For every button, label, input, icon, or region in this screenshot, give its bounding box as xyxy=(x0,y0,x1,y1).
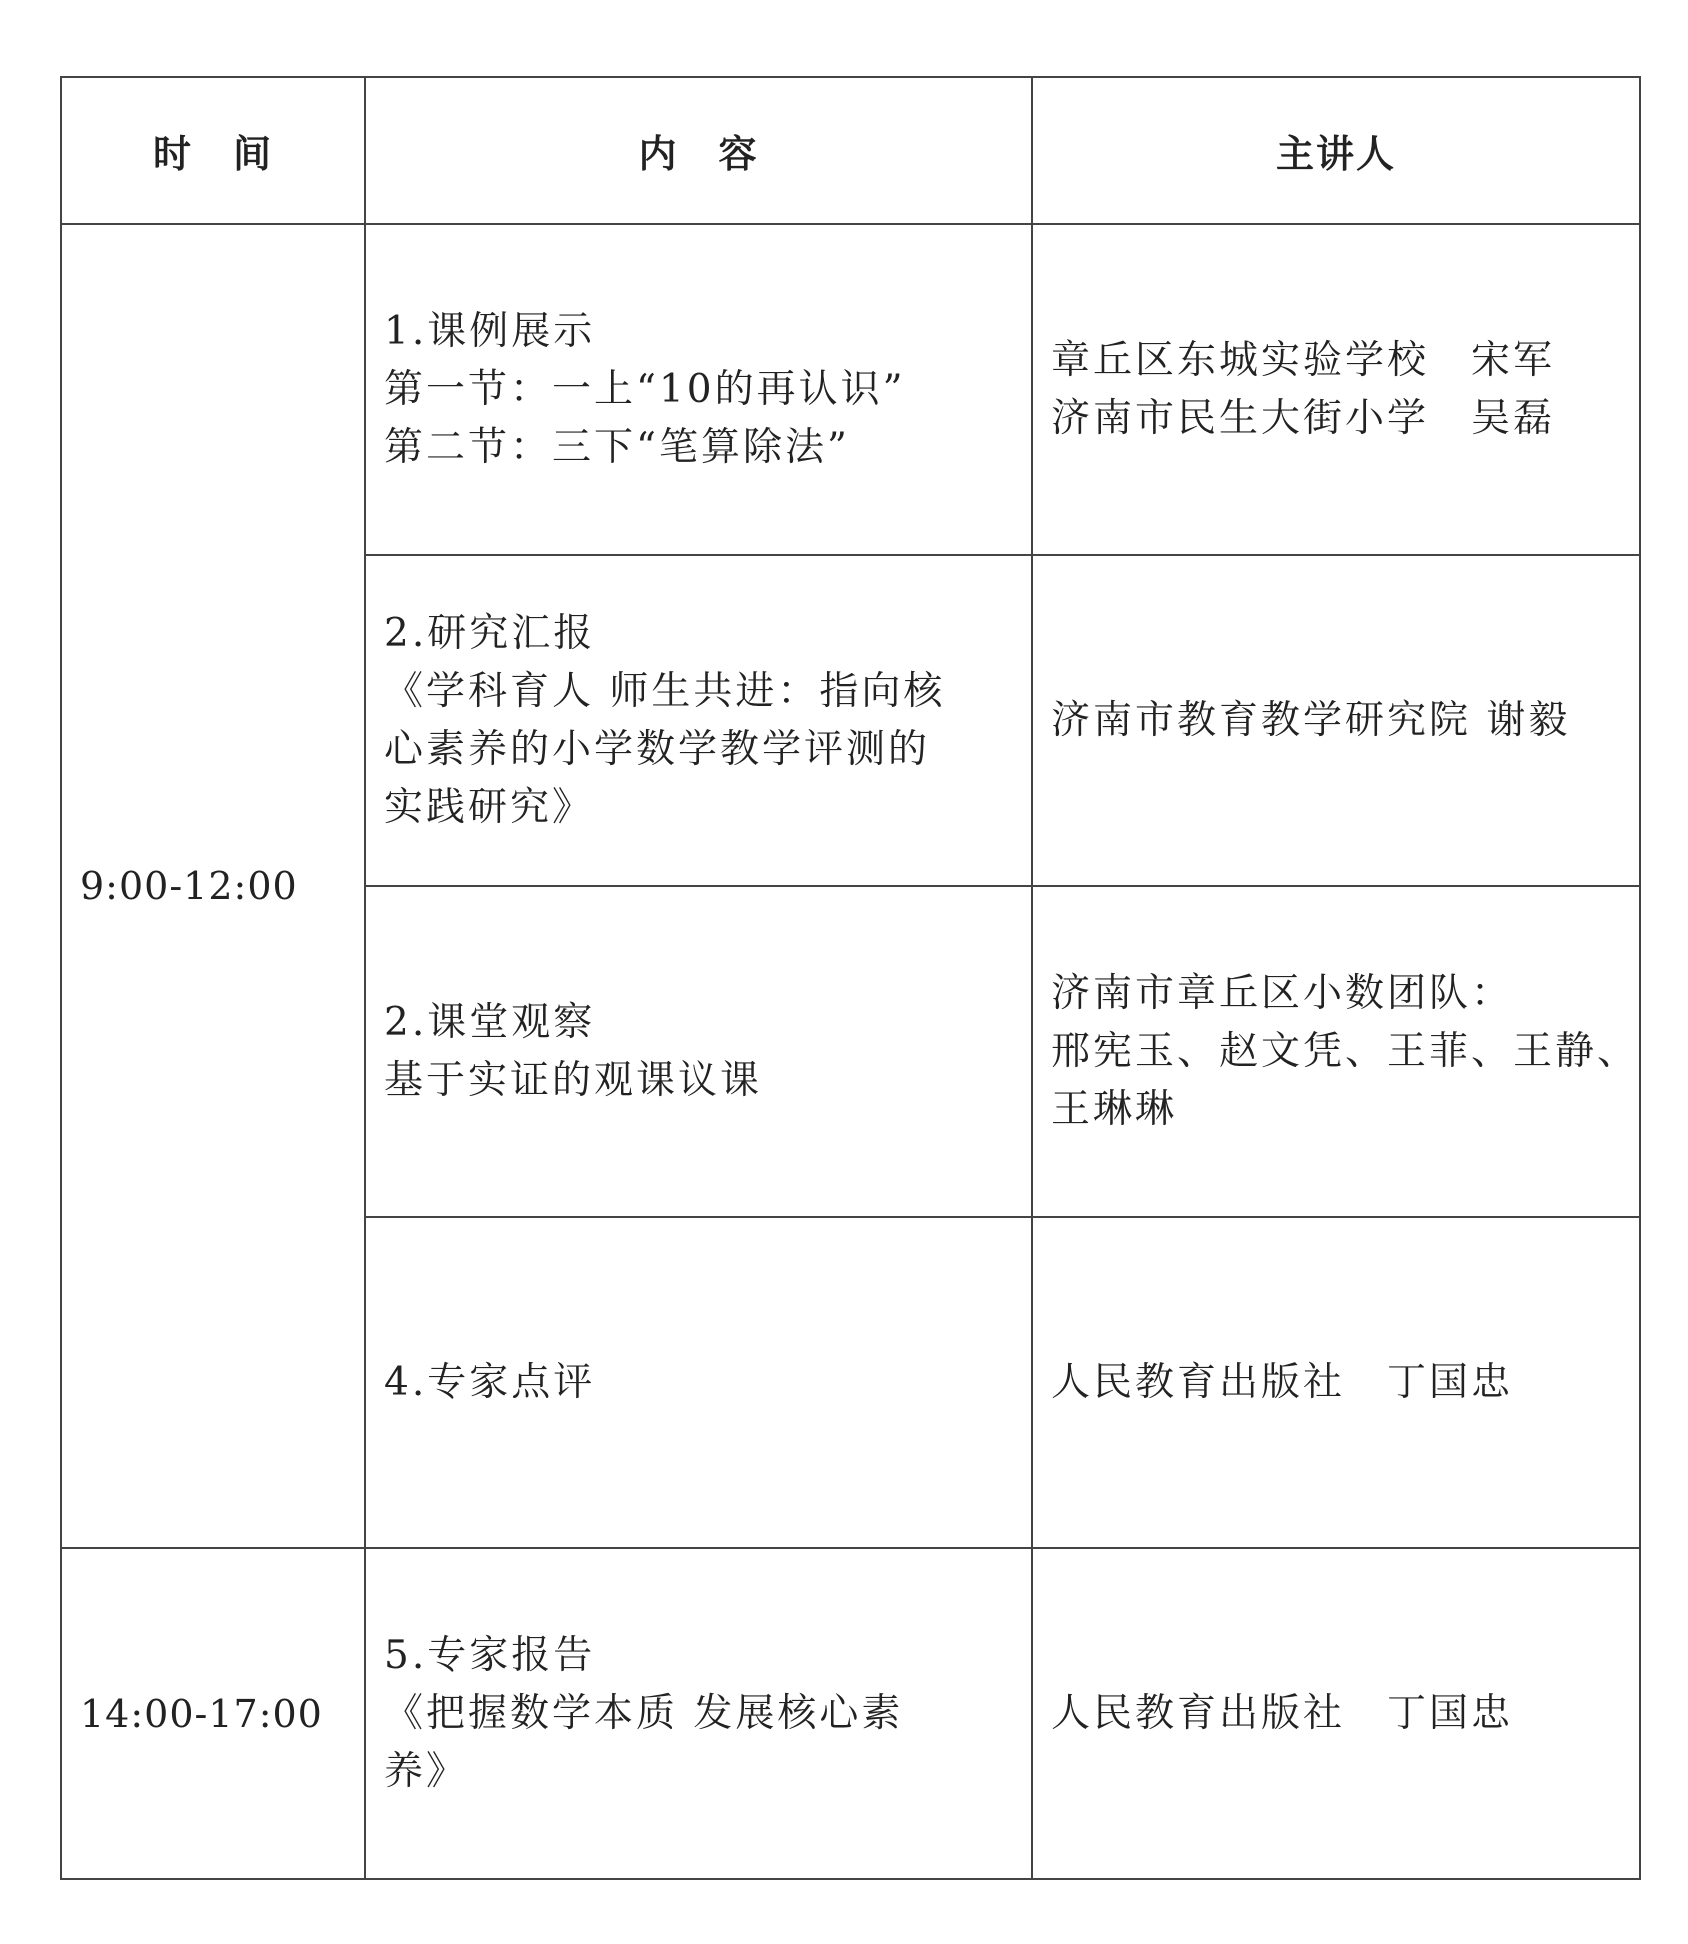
speaker-cell xyxy=(1032,886,1640,1217)
speaker-line: 王琳琳 xyxy=(1051,1086,1178,1132)
speaker-line: 济南市民生大街小学 吴磊 xyxy=(1051,395,1556,441)
speaker-line: 章丘区东城实验学校 宋军 xyxy=(1051,337,1556,383)
speaker-line: 人民教育出版社 丁国忠 xyxy=(1051,1359,1514,1405)
speaker-line: 邢宪玉、赵文凭、王菲、王静、 xyxy=(1051,1028,1640,1074)
content-line: 第一节：一上“10的再认识” xyxy=(384,366,906,412)
speaker-cell xyxy=(1032,555,1640,886)
content-line: 心素养的小学数学教学评测的 xyxy=(384,726,931,772)
content-line: 2.课堂观察 xyxy=(384,999,596,1045)
content-line: 2.研究汇报 xyxy=(384,610,596,656)
speaker-line: 人民教育出版社 丁国忠 xyxy=(1051,1690,1514,1736)
content-line: 第二节：三下“笔算除法” xyxy=(384,424,850,470)
schedule-table xyxy=(60,76,1641,1880)
speaker-line: 济南市教育教学研究院 谢毅 xyxy=(1051,697,1571,743)
table-row xyxy=(61,224,1640,555)
header-content: 内 容 xyxy=(365,77,1032,224)
content-line: 基于实证的观课议课 xyxy=(384,1057,763,1103)
content-cell xyxy=(365,1548,1032,1879)
header-row xyxy=(61,77,1640,224)
speaker-cell xyxy=(1032,224,1640,555)
table-row xyxy=(61,1548,1640,1879)
content-cell xyxy=(365,886,1032,1217)
content-cell xyxy=(365,224,1032,555)
speaker-line: 济南市章丘区小数团队： xyxy=(1051,970,1514,1016)
speaker-cell xyxy=(1032,1217,1640,1548)
content-cell xyxy=(365,555,1032,886)
speaker-cell xyxy=(1032,1548,1640,1879)
header-speaker: 主讲人 xyxy=(1032,77,1640,224)
content-line: 实践研究》 xyxy=(384,784,595,830)
content-cell xyxy=(365,1217,1032,1548)
header-time: 时 间 xyxy=(61,77,365,224)
time-cell-morning: 9:00-12:00 xyxy=(61,224,365,1548)
content-line: 《学科育人 师生共进：指向核 xyxy=(384,668,946,714)
content-line: 《把握数学本质 发展核心素 xyxy=(384,1690,904,1736)
content-line: 养》 xyxy=(384,1748,469,1794)
content-line: 1.课例展示 xyxy=(384,308,596,354)
time-cell-afternoon: 14:00-17:00 xyxy=(61,1548,365,1879)
content-line: 4.专家点评 xyxy=(384,1359,596,1405)
content-line: 5.专家报告 xyxy=(384,1632,596,1678)
